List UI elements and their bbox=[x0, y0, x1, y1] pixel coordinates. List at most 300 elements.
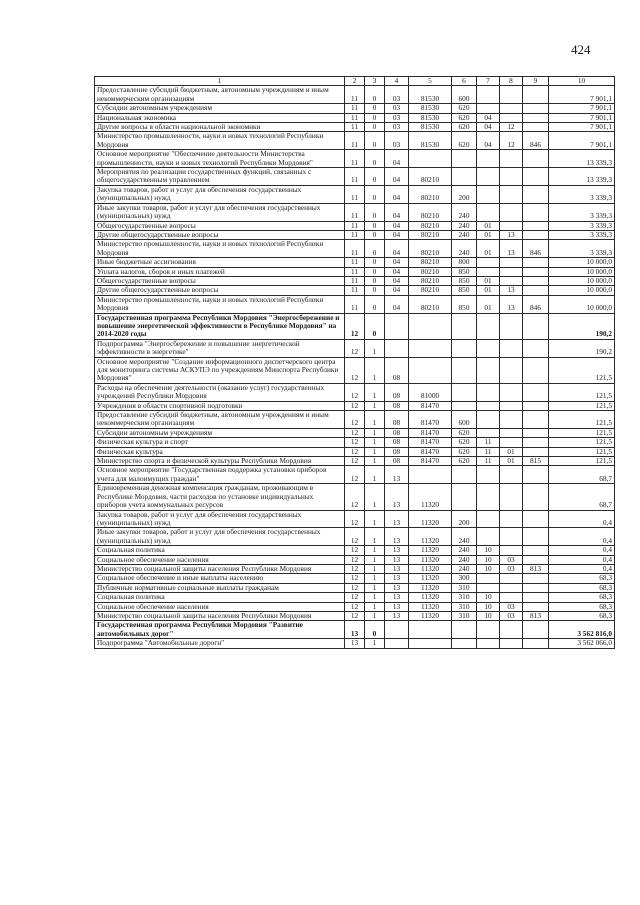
row-name-cell: Публичные нормативные социальные выплаты гражданам bbox=[95, 583, 345, 592]
table-row bbox=[95, 86, 615, 104]
row-sum-cell: 0,4 bbox=[549, 510, 615, 528]
column-header: 7 bbox=[477, 77, 500, 86]
row-code-cell: 81470 bbox=[409, 447, 452, 456]
column-header: 8 bbox=[500, 77, 523, 86]
row-name-cell: Физическая культура bbox=[95, 447, 345, 456]
row-name-cell: Субсидии автономным учреждениям bbox=[95, 428, 345, 437]
row-code-cell: 1 bbox=[365, 583, 385, 592]
row-code-cell bbox=[500, 438, 523, 447]
page-number: 424 bbox=[571, 42, 591, 57]
row-code-cell bbox=[523, 639, 549, 648]
table-row bbox=[95, 621, 615, 639]
row-code-cell: 03 bbox=[500, 555, 523, 564]
row-code-cell bbox=[523, 104, 549, 113]
row-code-cell: 12 bbox=[345, 574, 365, 583]
row-name-cell: Социальное обеспечение населения bbox=[95, 555, 345, 564]
row-code-cell: 12 bbox=[345, 593, 365, 602]
row-code-cell: 13 bbox=[385, 528, 409, 546]
table-row bbox=[95, 574, 615, 583]
row-code-cell: 81000 bbox=[409, 383, 452, 401]
row-sum-cell: 0,4 bbox=[549, 528, 615, 546]
row-code-cell bbox=[477, 168, 500, 186]
row-code-cell: 200 bbox=[452, 185, 477, 203]
row-code-cell: 80210 bbox=[409, 240, 452, 258]
row-code-cell: 0 bbox=[365, 286, 385, 295]
row-code-cell bbox=[477, 339, 500, 357]
row-code-cell bbox=[500, 267, 523, 276]
row-code-cell bbox=[500, 313, 523, 339]
row-code-cell: 80210 bbox=[409, 286, 452, 295]
row-code-cell: 0 bbox=[365, 221, 385, 230]
row-sum-cell: 190,2 bbox=[549, 339, 615, 357]
row-sum-cell: 121,5 bbox=[549, 383, 615, 401]
row-name-cell: Общегосударственные вопросы bbox=[95, 276, 345, 285]
table-row bbox=[95, 286, 615, 295]
row-code-cell bbox=[500, 150, 523, 168]
row-name-cell: Министерство промышленности, науки и новых технологий Республики Мордовия bbox=[95, 295, 345, 313]
row-code-cell: 03 bbox=[500, 611, 523, 620]
row-code-cell: 620 bbox=[452, 132, 477, 150]
row-code-cell: 11 bbox=[345, 132, 365, 150]
row-code-cell bbox=[500, 258, 523, 267]
row-code-cell: 12 bbox=[345, 411, 365, 429]
row-code-cell bbox=[523, 546, 549, 555]
row-code-cell bbox=[385, 339, 409, 357]
row-code-cell: 10 bbox=[477, 564, 500, 573]
row-code-cell: 240 bbox=[452, 546, 477, 555]
row-code-cell: 81530 bbox=[409, 123, 452, 132]
row-code-cell: 1 bbox=[365, 510, 385, 528]
row-code-cell bbox=[523, 339, 549, 357]
row-code-cell bbox=[500, 203, 523, 221]
row-name-cell: Физическая культура и спорт bbox=[95, 438, 345, 447]
row-sum-cell: 10 000,0 bbox=[549, 286, 615, 295]
row-code-cell: 11320 bbox=[409, 583, 452, 592]
row-code-cell: 11 bbox=[345, 86, 365, 104]
row-name-cell: Государственная программа Республики Мордовия "Энергосбережение и повышение энергетической эффективности в Республике Мордовия" на 2014-2020 годы bbox=[95, 313, 345, 339]
row-name-cell: Министерство социальной защиты населения Республики Мордовия bbox=[95, 564, 345, 573]
row-code-cell: 11320 bbox=[409, 574, 452, 583]
row-code-cell: 12 bbox=[345, 611, 365, 620]
row-code-cell: 0 bbox=[365, 123, 385, 132]
row-code-cell bbox=[500, 86, 523, 104]
row-code-cell: 11320 bbox=[409, 593, 452, 602]
row-code-cell bbox=[500, 411, 523, 429]
row-code-cell bbox=[477, 466, 500, 484]
row-code-cell: 0 bbox=[365, 276, 385, 285]
row-code-cell bbox=[452, 313, 477, 339]
row-code-cell bbox=[409, 466, 452, 484]
row-code-cell: 1 bbox=[365, 438, 385, 447]
row-code-cell: 0 bbox=[365, 313, 385, 339]
row-sum-cell: 3 562 816,0 bbox=[549, 621, 615, 639]
row-code-cell bbox=[523, 438, 549, 447]
row-code-cell: 11320 bbox=[409, 611, 452, 620]
row-code-cell: 0 bbox=[365, 230, 385, 239]
table-row bbox=[95, 132, 615, 150]
row-code-cell: 1 bbox=[365, 484, 385, 510]
row-sum-cell: 0,4 bbox=[549, 564, 615, 573]
row-code-cell bbox=[500, 510, 523, 528]
column-header: 2 bbox=[345, 77, 365, 86]
row-code-cell bbox=[452, 168, 477, 186]
row-code-cell: 80210 bbox=[409, 221, 452, 230]
row-code-cell bbox=[523, 221, 549, 230]
row-code-cell: 1 bbox=[365, 564, 385, 573]
row-code-cell: 13 bbox=[500, 240, 523, 258]
row-code-cell: 03 bbox=[385, 104, 409, 113]
table-row bbox=[95, 510, 615, 528]
row-code-cell: 13 bbox=[385, 484, 409, 510]
row-code-cell: 11 bbox=[345, 276, 365, 285]
row-code-cell: 850 bbox=[452, 286, 477, 295]
row-code-cell: 81530 bbox=[409, 113, 452, 122]
row-code-cell: 11 bbox=[345, 240, 365, 258]
row-code-cell: 850 bbox=[452, 276, 477, 285]
row-code-cell: 240 bbox=[452, 240, 477, 258]
row-code-cell: 11320 bbox=[409, 528, 452, 546]
row-code-cell: 813 bbox=[523, 611, 549, 620]
column-header: 10 bbox=[549, 77, 615, 86]
row-code-cell bbox=[523, 593, 549, 602]
row-code-cell: 11 bbox=[345, 295, 365, 313]
row-code-cell bbox=[452, 383, 477, 401]
row-code-cell: 1 bbox=[365, 639, 385, 648]
table-row bbox=[95, 339, 615, 357]
row-code-cell: 1 bbox=[365, 357, 385, 383]
column-header: 5 bbox=[409, 77, 452, 86]
row-code-cell: 10 bbox=[477, 555, 500, 564]
row-code-cell: 12 bbox=[345, 401, 365, 410]
row-code-cell: 12 bbox=[345, 510, 365, 528]
row-code-cell: 1 bbox=[365, 574, 385, 583]
row-code-cell: 1 bbox=[365, 555, 385, 564]
table-row bbox=[95, 104, 615, 113]
row-code-cell: 11 bbox=[345, 230, 365, 239]
row-code-cell bbox=[477, 185, 500, 203]
row-code-cell: 08 bbox=[385, 401, 409, 410]
row-code-cell: 11 bbox=[345, 150, 365, 168]
row-code-cell bbox=[523, 428, 549, 437]
row-code-cell: 08 bbox=[385, 383, 409, 401]
row-code-cell: 12 bbox=[345, 339, 365, 357]
row-code-cell: 11320 bbox=[409, 510, 452, 528]
row-code-cell bbox=[500, 466, 523, 484]
row-code-cell: 13 bbox=[500, 230, 523, 239]
row-code-cell: 0 bbox=[365, 203, 385, 221]
row-sum-cell: 3 339,3 bbox=[549, 203, 615, 221]
row-code-cell: 80210 bbox=[409, 203, 452, 221]
table-row bbox=[95, 593, 615, 602]
row-code-cell: 11320 bbox=[409, 555, 452, 564]
row-code-cell: 0 bbox=[365, 295, 385, 313]
row-sum-cell: 7 901,1 bbox=[549, 113, 615, 122]
row-code-cell: 01 bbox=[477, 240, 500, 258]
row-code-cell bbox=[500, 593, 523, 602]
row-code-cell: 846 bbox=[523, 240, 549, 258]
table-row bbox=[95, 203, 615, 221]
row-code-cell: 12 bbox=[345, 564, 365, 573]
row-code-cell: 01 bbox=[477, 221, 500, 230]
row-code-cell: 03 bbox=[500, 564, 523, 573]
row-code-cell: 81530 bbox=[409, 86, 452, 104]
row-code-cell: 13 bbox=[500, 295, 523, 313]
row-code-cell bbox=[452, 357, 477, 383]
row-code-cell bbox=[523, 123, 549, 132]
row-sum-cell: 190,2 bbox=[549, 313, 615, 339]
row-name-cell: Расходы на обеспечение деятельности (оказание услуг) государственных учреждений Республики Мордовия bbox=[95, 383, 345, 401]
row-code-cell: 0 bbox=[365, 132, 385, 150]
row-code-cell: 04 bbox=[385, 276, 409, 285]
row-code-cell: 0 bbox=[365, 150, 385, 168]
row-code-cell bbox=[523, 528, 549, 546]
row-sum-cell: 121,5 bbox=[549, 438, 615, 447]
table-row bbox=[95, 546, 615, 555]
row-code-cell bbox=[477, 411, 500, 429]
row-code-cell bbox=[385, 313, 409, 339]
row-sum-cell: 3 562 066,0 bbox=[549, 639, 615, 648]
row-code-cell: 1 bbox=[365, 528, 385, 546]
row-sum-cell: 10 000,0 bbox=[549, 267, 615, 276]
row-code-cell: 0 bbox=[365, 258, 385, 267]
row-code-cell: 80210 bbox=[409, 168, 452, 186]
row-code-cell: 0 bbox=[365, 240, 385, 258]
row-code-cell: 0 bbox=[365, 267, 385, 276]
row-code-cell: 846 bbox=[523, 132, 549, 150]
row-code-cell bbox=[477, 203, 500, 221]
row-code-cell: 620 bbox=[452, 123, 477, 132]
table-row bbox=[95, 258, 615, 267]
row-code-cell bbox=[452, 466, 477, 484]
row-name-cell: Министерство социальной защиты населения Республики Мордовия bbox=[95, 611, 345, 620]
row-name-cell: Другие общегосударственные вопросы bbox=[95, 286, 345, 295]
row-code-cell: 13 bbox=[345, 639, 365, 648]
row-code-cell: 13 bbox=[385, 602, 409, 611]
row-code-cell bbox=[409, 150, 452, 168]
row-sum-cell: 121,5 bbox=[549, 428, 615, 437]
row-code-cell: 11 bbox=[345, 286, 365, 295]
row-code-cell: 10 bbox=[477, 593, 500, 602]
row-code-cell: 03 bbox=[385, 132, 409, 150]
row-name-cell: Социальная политика bbox=[95, 593, 345, 602]
row-name-cell: Подпрограмма "Автомобильные дороги" bbox=[95, 639, 345, 648]
row-code-cell bbox=[523, 484, 549, 510]
row-name-cell: Другие вопросы в области национальной экономики bbox=[95, 123, 345, 132]
row-code-cell: 13 bbox=[385, 574, 409, 583]
row-code-cell bbox=[500, 185, 523, 203]
table-row bbox=[95, 240, 615, 258]
row-sum-cell: 3 339,3 bbox=[549, 185, 615, 203]
row-code-cell: 04 bbox=[477, 113, 500, 122]
row-name-cell: Иные закупки товаров, работ и услуг для обеспечения государственных (муниципальных) нужд bbox=[95, 528, 345, 546]
table-row bbox=[95, 357, 615, 383]
row-code-cell bbox=[500, 574, 523, 583]
row-code-cell: 04 bbox=[385, 258, 409, 267]
row-code-cell: 1 bbox=[365, 401, 385, 410]
row-name-cell: Социальное обеспечение и иные выплаты населению bbox=[95, 574, 345, 583]
row-code-cell: 240 bbox=[452, 528, 477, 546]
row-code-cell bbox=[523, 313, 549, 339]
row-code-cell: 04 bbox=[385, 286, 409, 295]
row-code-cell: 11320 bbox=[409, 546, 452, 555]
row-code-cell: 80210 bbox=[409, 230, 452, 239]
row-code-cell: 03 bbox=[385, 113, 409, 122]
row-code-cell bbox=[500, 621, 523, 639]
row-sum-cell: 13 339,3 bbox=[549, 168, 615, 186]
row-code-cell bbox=[523, 203, 549, 221]
row-code-cell bbox=[523, 276, 549, 285]
row-code-cell: 10 bbox=[477, 611, 500, 620]
row-code-cell: 620 bbox=[452, 438, 477, 447]
row-name-cell: Закупка товаров, работ и услуг для обеспечения государственных (муниципальных) нужд bbox=[95, 185, 345, 203]
row-sum-cell: 7 901,1 bbox=[549, 86, 615, 104]
row-code-cell: 620 bbox=[452, 428, 477, 437]
row-name-cell: Субсидии автономным учреждениям bbox=[95, 104, 345, 113]
row-code-cell: 12 bbox=[345, 466, 365, 484]
row-code-cell: 1 bbox=[365, 383, 385, 401]
row-code-cell bbox=[477, 86, 500, 104]
row-name-cell: Другие общегосударственные вопросы bbox=[95, 230, 345, 239]
row-code-cell: 846 bbox=[523, 295, 549, 313]
row-code-cell: 0 bbox=[365, 86, 385, 104]
row-code-cell: 800 bbox=[452, 258, 477, 267]
row-code-cell bbox=[500, 528, 523, 546]
row-code-cell: 813 bbox=[523, 564, 549, 573]
row-name-cell: Социальная политика bbox=[95, 546, 345, 555]
row-code-cell: 815 bbox=[523, 457, 549, 466]
row-code-cell: 12 bbox=[345, 457, 365, 466]
row-code-cell bbox=[523, 168, 549, 186]
row-code-cell: 03 bbox=[500, 602, 523, 611]
row-code-cell: 03 bbox=[385, 123, 409, 132]
row-sum-cell: 13 339,3 bbox=[549, 150, 615, 168]
row-code-cell bbox=[500, 357, 523, 383]
row-name-cell: Министерство промышленности, науки и новых технологий Республики Мордовия bbox=[95, 132, 345, 150]
row-name-cell: Уплата налогов, сборов и иных платежей bbox=[95, 267, 345, 276]
row-code-cell: 04 bbox=[385, 221, 409, 230]
row-sum-cell: 3 339,3 bbox=[549, 221, 615, 230]
row-code-cell: 310 bbox=[452, 611, 477, 620]
row-code-cell: 80210 bbox=[409, 185, 452, 203]
row-code-cell bbox=[409, 639, 452, 648]
row-code-cell: 81470 bbox=[409, 411, 452, 429]
table-row bbox=[95, 295, 615, 313]
row-code-cell bbox=[409, 313, 452, 339]
row-code-cell: 240 bbox=[452, 230, 477, 239]
row-code-cell bbox=[452, 401, 477, 410]
row-code-cell: 1 bbox=[365, 447, 385, 456]
row-code-cell: 08 bbox=[385, 411, 409, 429]
row-name-cell: Закупка товаров, работ и услуг для обеспечения государственных (муниципальных) нужд bbox=[95, 510, 345, 528]
row-code-cell: 81530 bbox=[409, 104, 452, 113]
row-sum-cell: 7 901,1 bbox=[549, 104, 615, 113]
row-code-cell: 12 bbox=[345, 583, 365, 592]
row-code-cell: 01 bbox=[477, 286, 500, 295]
column-header: 3 bbox=[365, 77, 385, 86]
row-code-cell: 11 bbox=[477, 438, 500, 447]
row-code-cell: 81470 bbox=[409, 457, 452, 466]
row-code-cell: 81470 bbox=[409, 438, 452, 447]
row-code-cell: 11320 bbox=[409, 484, 452, 510]
row-code-cell: 13 bbox=[385, 466, 409, 484]
row-code-cell: 08 bbox=[385, 357, 409, 383]
row-code-cell bbox=[523, 401, 549, 410]
row-code-cell bbox=[523, 86, 549, 104]
row-code-cell: 1 bbox=[365, 428, 385, 437]
row-code-cell: 10 bbox=[477, 546, 500, 555]
row-code-cell: 310 bbox=[452, 593, 477, 602]
row-code-cell: 01 bbox=[477, 230, 500, 239]
row-code-cell bbox=[452, 339, 477, 357]
row-code-cell: 01 bbox=[500, 447, 523, 456]
row-code-cell bbox=[385, 639, 409, 648]
row-code-cell: 12 bbox=[345, 528, 365, 546]
row-code-cell bbox=[452, 639, 477, 648]
row-code-cell bbox=[500, 639, 523, 648]
row-code-cell: 620 bbox=[452, 104, 477, 113]
row-name-cell: Основное мероприятие "Государственная поддержка установки приборов учета для малоимущих граждан" bbox=[95, 466, 345, 484]
row-name-cell: Общегосударственные вопросы bbox=[95, 221, 345, 230]
row-code-cell: 850 bbox=[452, 267, 477, 276]
row-code-cell: 08 bbox=[385, 447, 409, 456]
row-code-cell: 12 bbox=[345, 438, 365, 447]
row-code-cell: 11320 bbox=[409, 602, 452, 611]
row-code-cell: 81470 bbox=[409, 401, 452, 410]
row-sum-cell: 10 000,0 bbox=[549, 276, 615, 285]
table-row bbox=[95, 168, 615, 186]
row-code-cell bbox=[523, 510, 549, 528]
row-code-cell: 13 bbox=[385, 611, 409, 620]
row-code-cell: 13 bbox=[385, 564, 409, 573]
table-body bbox=[95, 86, 615, 648]
row-code-cell: 12 bbox=[500, 132, 523, 150]
row-name-cell: Государственная программа Республики Мордовия "Развитие автомобильных дорог" bbox=[95, 621, 345, 639]
row-code-cell: 81530 bbox=[409, 132, 452, 150]
row-code-cell: 13 bbox=[385, 593, 409, 602]
row-code-cell bbox=[409, 621, 452, 639]
row-code-cell: 300 bbox=[452, 574, 477, 583]
row-code-cell bbox=[523, 267, 549, 276]
row-code-cell: 11 bbox=[345, 185, 365, 203]
row-code-cell: 11 bbox=[345, 168, 365, 186]
row-name-cell: Предоставление субсидий бюджетным, автономным учреждениям и иным некоммерческим организациям bbox=[95, 86, 345, 104]
row-code-cell bbox=[523, 574, 549, 583]
row-code-cell bbox=[500, 428, 523, 437]
row-code-cell: 1 bbox=[365, 457, 385, 466]
row-code-cell: 11 bbox=[345, 258, 365, 267]
row-sum-cell: 68,3 bbox=[549, 602, 615, 611]
row-sum-cell: 121,5 bbox=[549, 447, 615, 456]
row-code-cell: 13 bbox=[385, 555, 409, 564]
row-code-cell: 850 bbox=[452, 295, 477, 313]
table-row bbox=[95, 221, 615, 230]
row-code-cell: 11 bbox=[345, 267, 365, 276]
row-code-cell: 80210 bbox=[409, 267, 452, 276]
row-code-cell: 13 bbox=[385, 510, 409, 528]
row-code-cell: 620 bbox=[452, 113, 477, 122]
row-code-cell: 1 bbox=[365, 411, 385, 429]
row-code-cell: 11 bbox=[345, 113, 365, 122]
row-code-cell: 1 bbox=[365, 466, 385, 484]
row-sum-cell: 68,7 bbox=[549, 484, 615, 510]
row-code-cell bbox=[523, 230, 549, 239]
table-row bbox=[95, 438, 615, 447]
row-code-cell: 04 bbox=[385, 295, 409, 313]
row-code-cell: 03 bbox=[385, 86, 409, 104]
row-code-cell bbox=[477, 401, 500, 410]
table-row bbox=[95, 411, 615, 429]
row-code-cell: 200 bbox=[452, 510, 477, 528]
